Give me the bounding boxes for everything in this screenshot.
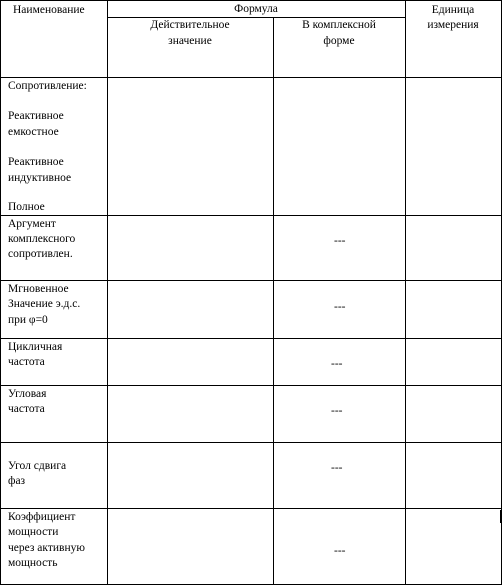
table-border-left xyxy=(0,0,1,585)
table-border-right xyxy=(501,0,502,585)
table-border-bottom xyxy=(0,584,502,585)
complex-form-cell: --- xyxy=(331,462,343,474)
row-name-line: Коэффициент xyxy=(8,511,76,523)
row-name-line: Аргумент xyxy=(8,218,56,230)
row-divider xyxy=(0,338,502,339)
header-actual-line2: значение xyxy=(168,35,212,47)
row-name-line: Реактивное xyxy=(8,110,64,122)
header-name: Наименование xyxy=(13,4,85,16)
column-divider xyxy=(107,0,108,585)
row-name-line: фаз xyxy=(8,475,26,487)
text-cursor xyxy=(500,510,502,523)
row-divider xyxy=(0,385,502,386)
header-formula: Формула xyxy=(234,3,278,15)
row-name-line: Угловая xyxy=(8,388,47,400)
header-unit-line2: измерения xyxy=(427,19,479,31)
complex-form-cell: --- xyxy=(334,235,346,247)
complex-form-cell: --- xyxy=(331,405,343,417)
column-divider xyxy=(405,0,406,585)
header-complex-line1: В комплексной xyxy=(302,19,376,31)
row-name-line: Сопротивление: xyxy=(8,80,87,92)
header-unit-line1: Единица xyxy=(431,4,475,16)
row-name-line: Цикличная xyxy=(8,341,63,353)
row-name-line: Полное xyxy=(8,201,45,213)
header-actual-line1: Действительное xyxy=(150,19,230,31)
row-divider xyxy=(0,442,502,443)
complex-form-cell: --- xyxy=(331,358,343,370)
row-name-line: мощность xyxy=(8,557,58,569)
row-name-line: комплексного xyxy=(8,233,76,245)
row-name-line: емкостное xyxy=(8,126,59,138)
row-name-line: индуктивное xyxy=(8,172,72,184)
row-name-line: Угол сдвига xyxy=(8,460,67,472)
row-name-line: Мгновенное xyxy=(8,283,69,295)
row-divider xyxy=(0,280,502,281)
complex-form-cell: --- xyxy=(334,545,346,557)
row-name-line: Значение э.д.с. xyxy=(8,298,81,310)
row-name-line: Реактивное xyxy=(8,156,64,168)
row-name-line: частота xyxy=(8,356,45,368)
row-divider xyxy=(0,215,502,216)
row-name-line: через активную xyxy=(8,542,85,554)
column-divider xyxy=(273,17,274,585)
row-name-line: частота xyxy=(8,403,45,415)
row-name-line: при φ=0 xyxy=(8,314,48,326)
row-name-line: мощности xyxy=(8,526,59,538)
complex-form-cell: --- xyxy=(334,301,346,313)
header-complex-line2: форме xyxy=(323,35,355,47)
row-name-line: сопротивлен. xyxy=(8,248,73,260)
